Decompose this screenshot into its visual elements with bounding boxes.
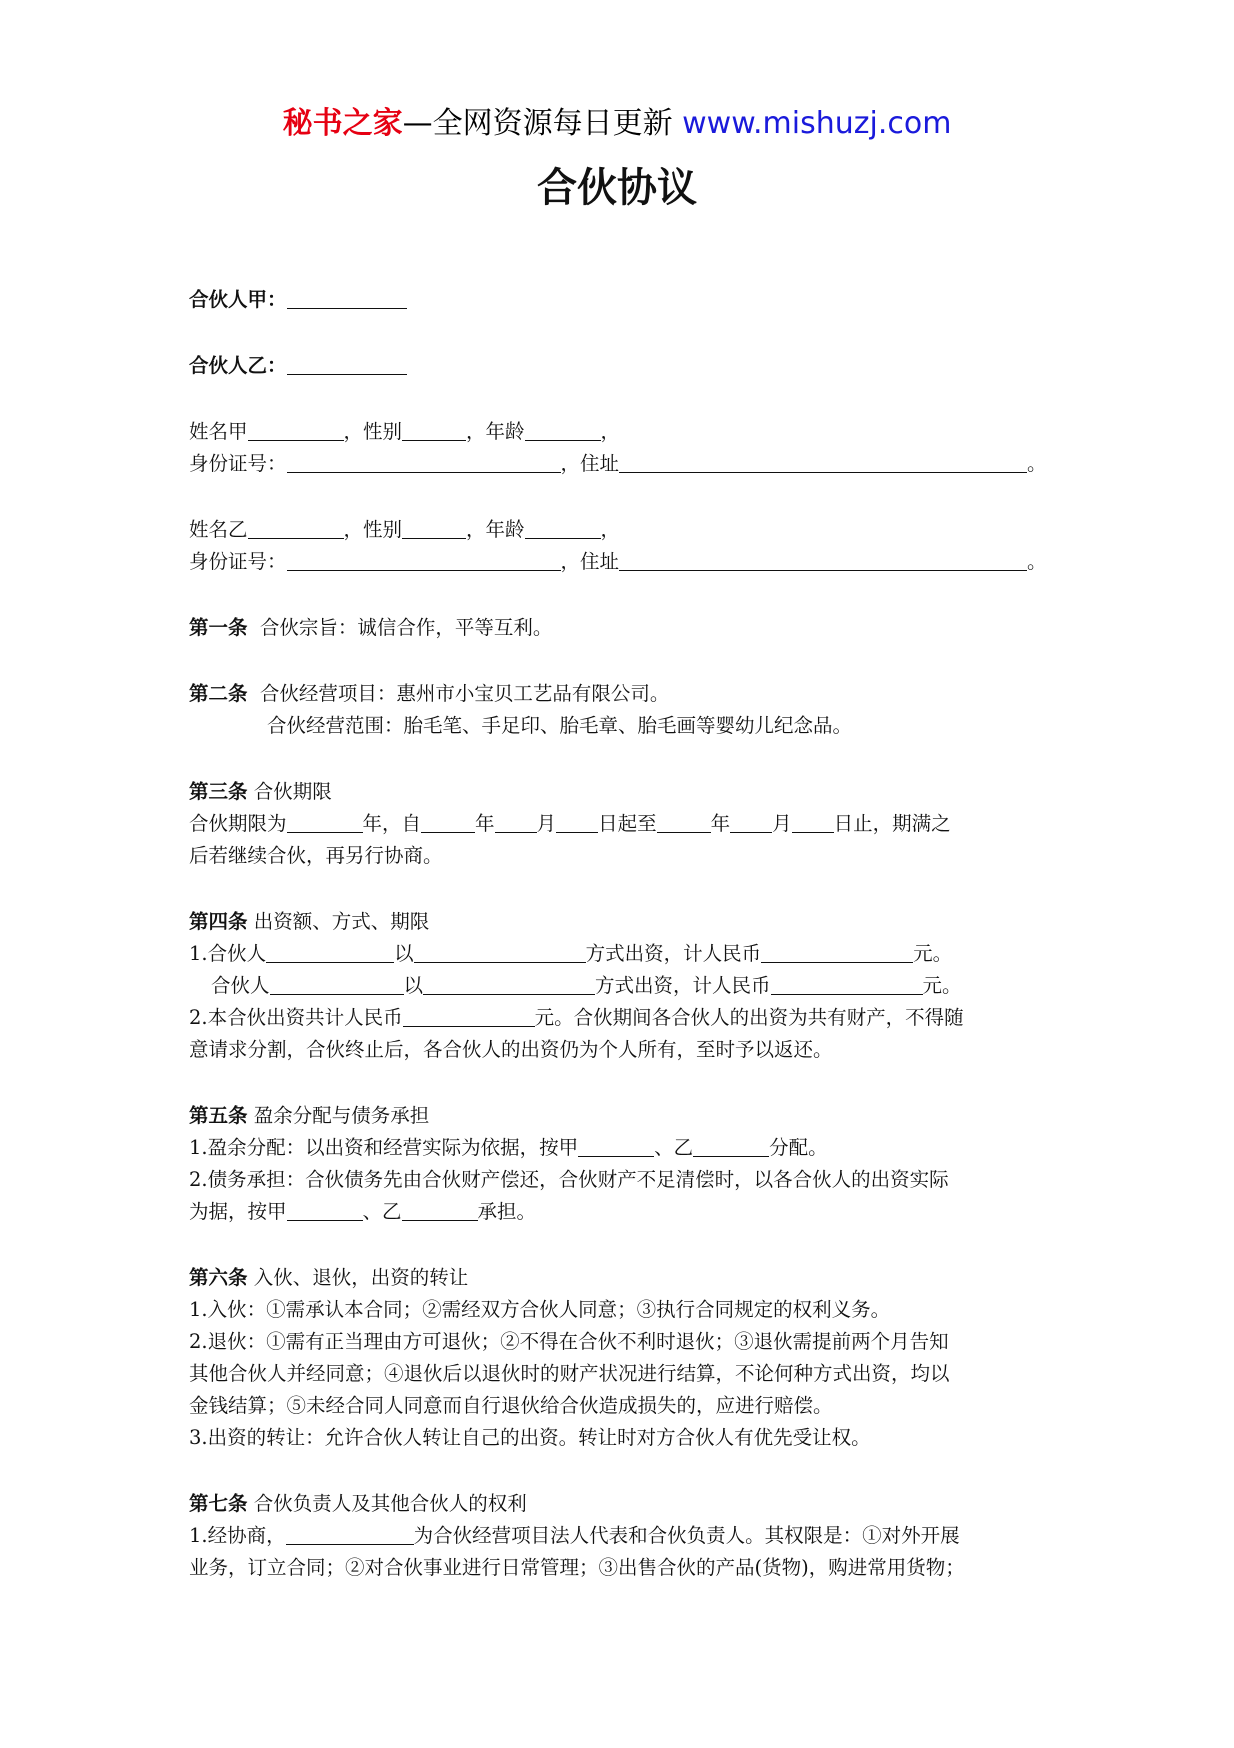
id-number-a-blank[interactable] [287, 452, 561, 473]
text: 元。 [922, 974, 962, 997]
article-5-header [189, 1100, 429, 1132]
article-6-line5: 3.出资的转让：允许合伙人转让自己的出资。转让时对方合伙人有优先受让权。 [189, 1426, 871, 1449]
gender-b-blank[interactable] [402, 518, 466, 539]
article-6-title: 入伙、退伙，出资的转让 [253, 1266, 469, 1289]
article-4-heading: 第四条 [189, 910, 248, 933]
id-number-b-blank[interactable] [287, 550, 561, 571]
article-2-line1: 合伙经营项目：惠州市小宝贝工艺品有限公司。 [259, 682, 670, 705]
header-banner [0, 104, 1234, 144]
profit-share-b-blank[interactable] [693, 1136, 769, 1157]
partner-b-line [189, 350, 407, 382]
amount-a-blank[interactable] [761, 942, 913, 963]
article-4-line1 [189, 938, 952, 970]
article-6-heading: 第六条 [189, 1266, 248, 1289]
text: 、乙 [362, 1200, 402, 1223]
age-label: ，年龄 [466, 518, 525, 541]
identity-a-line [189, 416, 620, 448]
article-1-text: 合伙宗旨：诚信合作，平等互利。 [259, 616, 553, 639]
text: 1.经协商， [189, 1524, 286, 1547]
method-a-blank[interactable] [414, 942, 586, 963]
article-3-heading: 第三条 [189, 780, 248, 803]
text: 年 [710, 812, 731, 835]
text: 以 [394, 942, 414, 965]
article-7-title: 合伙负责人及其他合伙人的权利 [253, 1492, 527, 1515]
article-7-line2: 业务，订立合同；②对合伙事业进行日常管理；③出售合伙的产品(货物)，购进常用货物； [189, 1556, 965, 1579]
gender-label: ，性别 [343, 518, 403, 541]
partner-b-label: 合伙人乙： [189, 354, 287, 377]
article-7-line1 [189, 1520, 960, 1552]
partner-a-line [189, 284, 407, 316]
comma: ， [600, 420, 621, 443]
end-year-blank[interactable] [657, 812, 711, 833]
identity-b-line [189, 514, 620, 546]
partner-b-blank[interactable] [287, 354, 407, 375]
article-5-line2: 2.债务承担：合伙债务先由合伙财产偿还，合伙财产不足清偿时，以各合伙人的出资实际 [189, 1168, 949, 1191]
article-3-header [189, 776, 332, 808]
comma: ， [600, 518, 621, 541]
contributor-a-blank[interactable] [266, 942, 394, 963]
article-4-line3 [189, 1002, 964, 1034]
name-a-blank[interactable] [248, 420, 344, 441]
article-6-header [189, 1262, 468, 1294]
period: 。 [1027, 550, 1047, 573]
start-day-blank[interactable] [556, 812, 598, 833]
text: 承担。 [477, 1200, 537, 1223]
period: 。 [1027, 452, 1047, 475]
debt-share-a-blank[interactable] [287, 1200, 363, 1221]
text: 为合伙经营项目法人代表和合伙负责人。其权限是：①对外开展 [413, 1524, 960, 1547]
text: 以 [403, 974, 424, 997]
contributor-b-blank[interactable] [270, 974, 404, 995]
text: 2.本合伙出资共计人民币 [189, 1006, 403, 1029]
age-b-blank[interactable] [525, 518, 601, 539]
amount-b-blank[interactable] [771, 974, 923, 995]
start-month-blank[interactable] [495, 812, 537, 833]
article-5-heading: 第五条 [189, 1104, 248, 1127]
article-5-title: 盈余分配与债务承担 [253, 1104, 430, 1127]
text: 1.盈余分配：以出资和经营实际为依据，按甲 [189, 1136, 579, 1159]
start-year-blank[interactable] [421, 812, 475, 833]
text: 年，自 [362, 812, 422, 835]
name-b-label: 姓名乙 [189, 518, 248, 541]
slogan: —全网资源每日更新 [402, 106, 683, 141]
text: 合伙人 [211, 974, 270, 997]
article-4-line4: 意请求分割，合伙终止后，各合伙人的出资仍为个人所有，至时予以返还。 [189, 1038, 833, 1061]
profit-share-a-blank[interactable] [578, 1136, 654, 1157]
article-4-header [189, 906, 429, 938]
document-title: 合伙协议 [537, 165, 697, 211]
address-b-blank[interactable] [619, 550, 1027, 571]
article-5-line3 [189, 1196, 536, 1228]
text: 元。合伙期间各合伙人的出资为共有财产，不得随 [534, 1006, 964, 1029]
text: 年 [475, 812, 495, 835]
article-7-header [189, 1488, 527, 1520]
age-a-blank[interactable] [525, 420, 601, 441]
brand-name: 秘书之家 [282, 106, 403, 141]
text: 月 [536, 812, 557, 835]
partner-a-label: 合伙人甲： [189, 288, 287, 311]
age-label: ，年龄 [466, 420, 525, 443]
article-1 [189, 612, 552, 644]
article-3-line2: 后若继续合伙，再另行协商。 [189, 844, 443, 867]
gender-label: ，性别 [343, 420, 403, 443]
address-a-blank[interactable] [619, 452, 1027, 473]
text: 分配。 [769, 1136, 828, 1159]
text: 日起至 [598, 812, 657, 835]
text: 方式出资，计人民币 [595, 974, 771, 997]
id-a-line [189, 448, 1047, 480]
article-2-line2: 合伙经营范围：胎毛笔、手足印、胎毛章、胎毛画等婴幼儿纪念品。 [267, 714, 853, 737]
text: 日止，期满之 [833, 812, 951, 835]
method-b-blank[interactable] [423, 974, 595, 995]
article-6-line2: 2.退伙：①需有正当理由方可退伙；②不得在合伙不利时退伙；③退伙需提前两个月告知 [189, 1330, 949, 1353]
article-1-heading: 第一条 [189, 616, 248, 639]
text: 、乙 [654, 1136, 694, 1159]
debt-share-b-blank[interactable] [402, 1200, 478, 1221]
address-label: ，住址 [560, 452, 620, 475]
text: 月 [772, 812, 792, 835]
text: 合伙期限为 [189, 812, 287, 835]
name-b-blank[interactable] [248, 518, 344, 539]
article-4-line2 [211, 970, 962, 1002]
article-6-line1: 1.入伙：①需承认本合同；②需经双方合伙人同意；③执行合同规定的权利义务。 [189, 1298, 891, 1321]
article-5-line1 [189, 1132, 828, 1164]
representative-blank[interactable] [286, 1524, 414, 1545]
article-2 [189, 678, 669, 710]
article-3-title: 合伙期限 [253, 780, 332, 803]
article-3-line1 [189, 808, 951, 840]
total-amount-blank[interactable] [403, 1006, 535, 1027]
gender-a-blank[interactable] [402, 420, 466, 441]
text: 为据，按甲 [189, 1200, 287, 1223]
website-link[interactable]: www.mishuzj.com [682, 106, 952, 141]
text: 方式出资，计人民币 [585, 942, 762, 965]
id-b-line [189, 546, 1047, 578]
end-day-blank[interactable] [792, 812, 834, 833]
end-month-blank[interactable] [730, 812, 772, 833]
partner-a-blank[interactable] [287, 288, 407, 309]
article-4-title: 出资额、方式、期限 [253, 910, 430, 933]
term-years-blank[interactable] [287, 812, 363, 833]
article-6-line4: 金钱结算；⑤未经合同人同意而自行退伙给合伙造成损失的，应进行赔偿。 [189, 1394, 833, 1417]
name-a-label: 姓名甲 [189, 420, 248, 443]
id-number-label: 身份证号： [189, 550, 287, 573]
article-7-heading: 第七条 [189, 1492, 248, 1515]
text: 元。 [913, 942, 953, 965]
id-number-label: 身份证号： [189, 452, 287, 475]
address-label: ，住址 [560, 550, 620, 573]
article-2-heading: 第二条 [189, 682, 248, 705]
text: 1.合伙人 [189, 942, 267, 965]
article-6-line3: 其他合伙人并经同意；④退伙后以退伙时的财产状况进行结算，不论何种方式出资，均以 [189, 1362, 950, 1385]
